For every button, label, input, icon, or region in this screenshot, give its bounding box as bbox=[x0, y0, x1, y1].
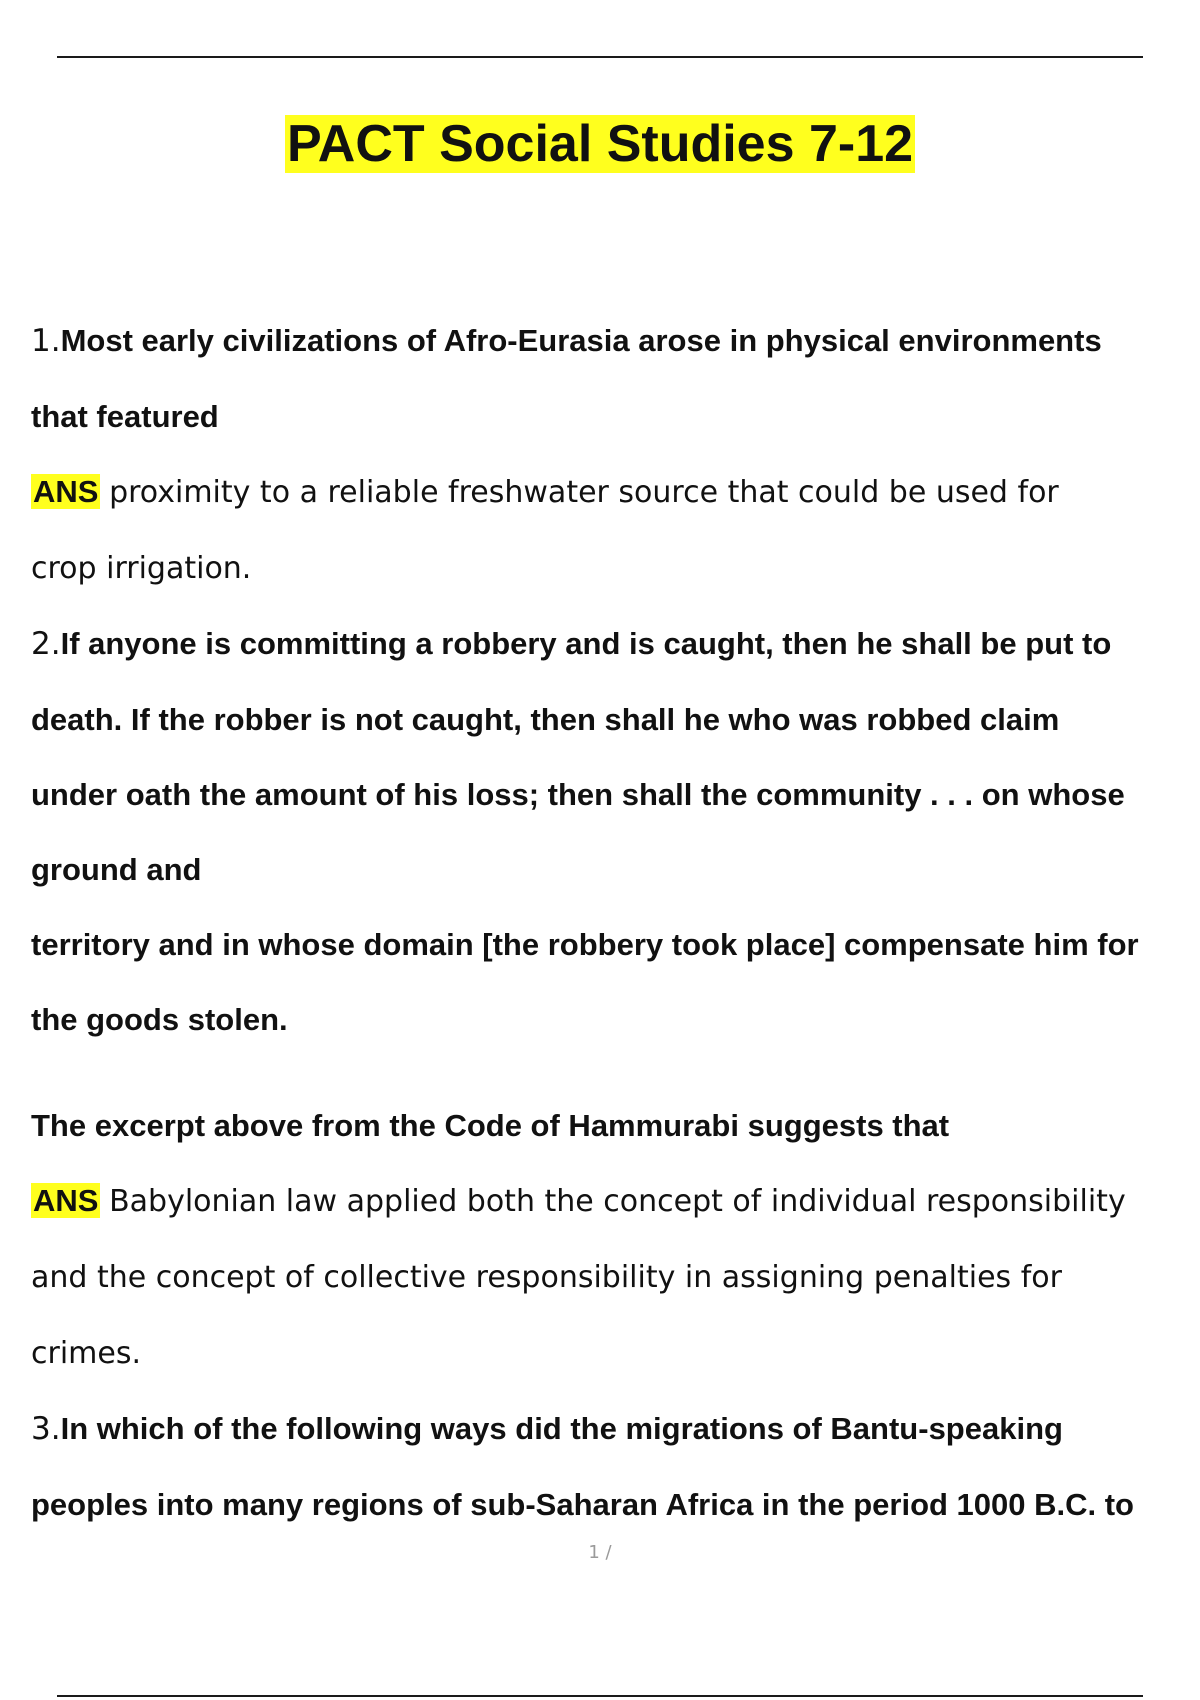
question-3 bbox=[31, 1391, 1181, 1542]
question-2 bbox=[31, 606, 1181, 1057]
question-number: 2. bbox=[31, 626, 61, 662]
question-text-line: the goods stolen. bbox=[31, 1002, 288, 1037]
question-number: 1. bbox=[31, 323, 61, 359]
page-number: 1 / bbox=[588, 1542, 612, 1563]
question-number: 3. bbox=[31, 1411, 61, 1447]
top-rule bbox=[57, 56, 1143, 58]
answer-tag: ANS bbox=[33, 474, 99, 509]
bottom-rule bbox=[57, 1695, 1143, 1697]
question-text-line: Most early civilizations of Afro-Eurasia arose in physical environments bbox=[60, 323, 1102, 358]
question-text-line: If anyone is committing a robbery and is caught, then he shall be put to bbox=[60, 626, 1112, 661]
title-highlight: PACT Social Studies 7-12 bbox=[286, 115, 914, 173]
answer-text-line: and the concept of collective responsibility in assigning penalties for bbox=[31, 1260, 1062, 1295]
answer-text-line: crop irrigation. bbox=[31, 551, 252, 586]
answer-1 bbox=[31, 454, 1181, 606]
answer-text-line: crimes. bbox=[31, 1336, 142, 1371]
question-text-line: ground and bbox=[31, 852, 202, 887]
question-text-line: In which of the following ways did the migrations of Bantu-speaking bbox=[60, 1411, 1063, 1446]
question-prompt: The excerpt above from the Code of Hammurabi suggests that bbox=[31, 1108, 950, 1143]
paragraph-gap bbox=[31, 1057, 1181, 1088]
page-title bbox=[0, 108, 1200, 180]
question-text-line: under oath the amount of his loss; then shall the community . . . on whose bbox=[31, 777, 1125, 812]
answer-tag: ANS bbox=[33, 1183, 99, 1218]
answer-text-line: Babylonian law applied both the concept of individual responsibility bbox=[109, 1184, 1126, 1219]
document-body bbox=[31, 303, 1181, 1542]
question-text-line: territory and in whose domain [the robbery took place] compensate him for bbox=[31, 927, 1139, 962]
answer-2 bbox=[31, 1163, 1181, 1391]
question-text-line: peoples into many regions of sub-Saharan Africa in the period 1000 B.C. to bbox=[31, 1487, 1134, 1522]
question-text-line: death. If the robber is not caught, then shall he who was robbed claim bbox=[31, 702, 1060, 737]
question-1 bbox=[31, 303, 1181, 454]
answer-text-line: proximity to a reliable freshwater source that could be used for bbox=[109, 475, 1059, 510]
question-2-prompt bbox=[31, 1088, 1181, 1163]
question-text-line: that featured bbox=[31, 399, 219, 434]
